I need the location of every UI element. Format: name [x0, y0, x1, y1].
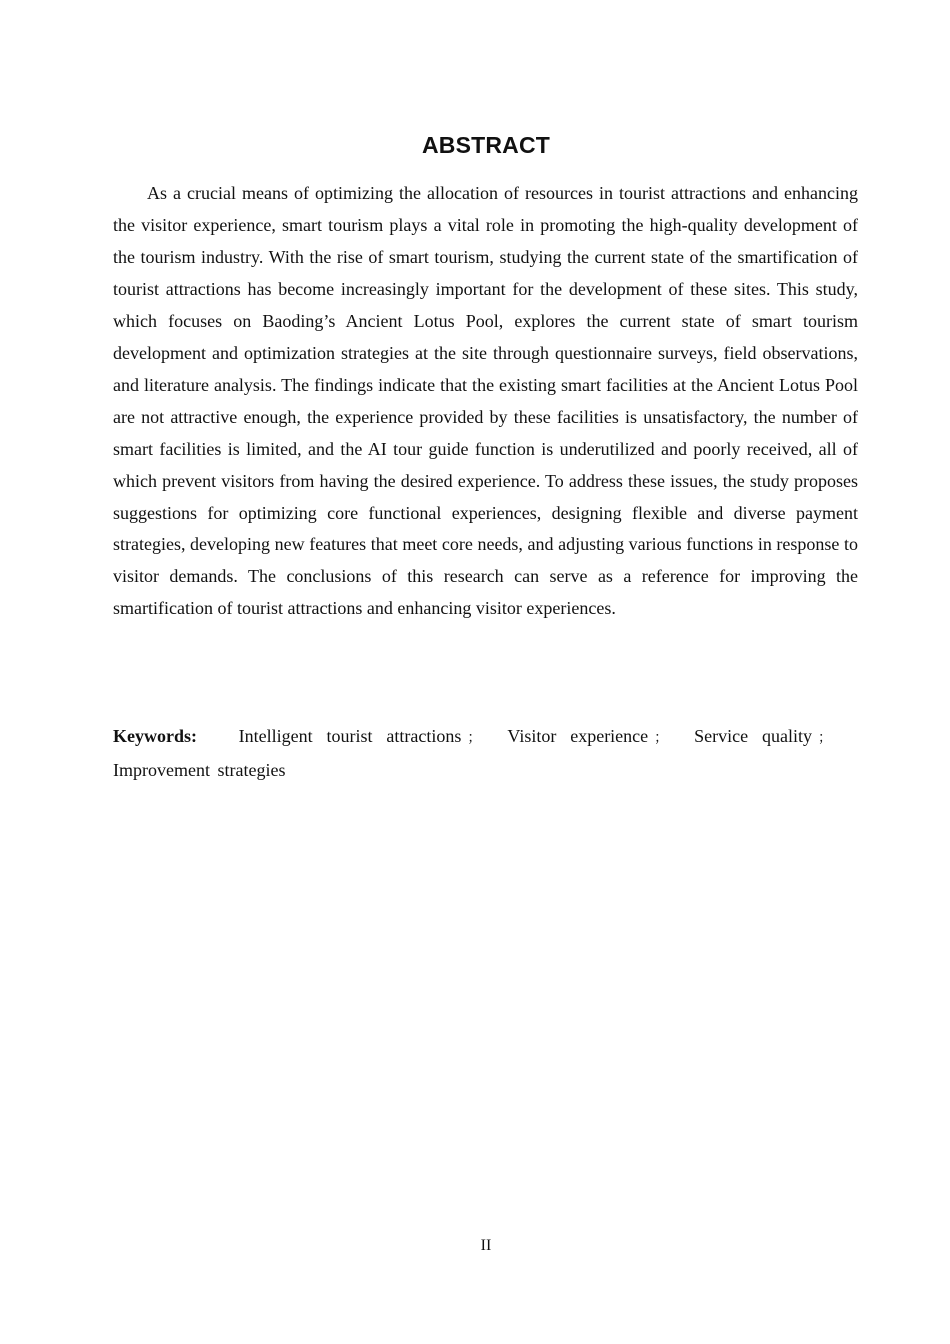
keyword-item: Service quality: [694, 726, 813, 746]
keyword-separator: ；: [467, 731, 482, 746]
keyword-item: Intelligent tourist attractions: [238, 726, 462, 746]
keyword-item: Improvement strategies: [113, 759, 286, 780]
keyword-separator: ；: [818, 731, 833, 746]
keyword-item: Visitor experience: [507, 726, 649, 746]
keywords-line: [113, 721, 858, 786]
keyword-separator: ；: [654, 731, 669, 746]
abstract-title: ABSTRACT: [421, 132, 551, 159]
keywords-label: Keywords:: [113, 726, 197, 746]
abstract-body: As a crucial means of optimizing the allocation of resources in tourist attractions and enhancing the visitor experience, smart tourism plays a vital role in promoting the high-quality development of the tourism industry. With the rise of smart tourism, studying the current state of the smartification of tourist attractions has become increasingly important for the development of these sites. This study, which focuses on Baoding’s Ancient Lotus Pool, explores the current state of smart tourism development and optimization strategies at the site through questionnaire surveys, field observations, and literature analysis. The findings indicate that the existing smart facilities at the Ancient Lotus Pool are not attractive enough, the experience provided by these facilities is unsatisfactory, the number of smart facilities is limited, and the AI tour guide function is underutilized and poorly received, all of which prevent visitors from having the desired experience. To address these issues, the study proposes suggestions for optimizing core functional experiences, designing flexible and diverse payment strategies, developing new features that meet core needs, and adjusting various functions in response to visitor demands. The conclusions of this research can serve as a reference for improving the smartification of tourist attractions and enhancing visitor experiences.: [113, 183, 858, 619]
page-number: II: [480, 1237, 492, 1254]
